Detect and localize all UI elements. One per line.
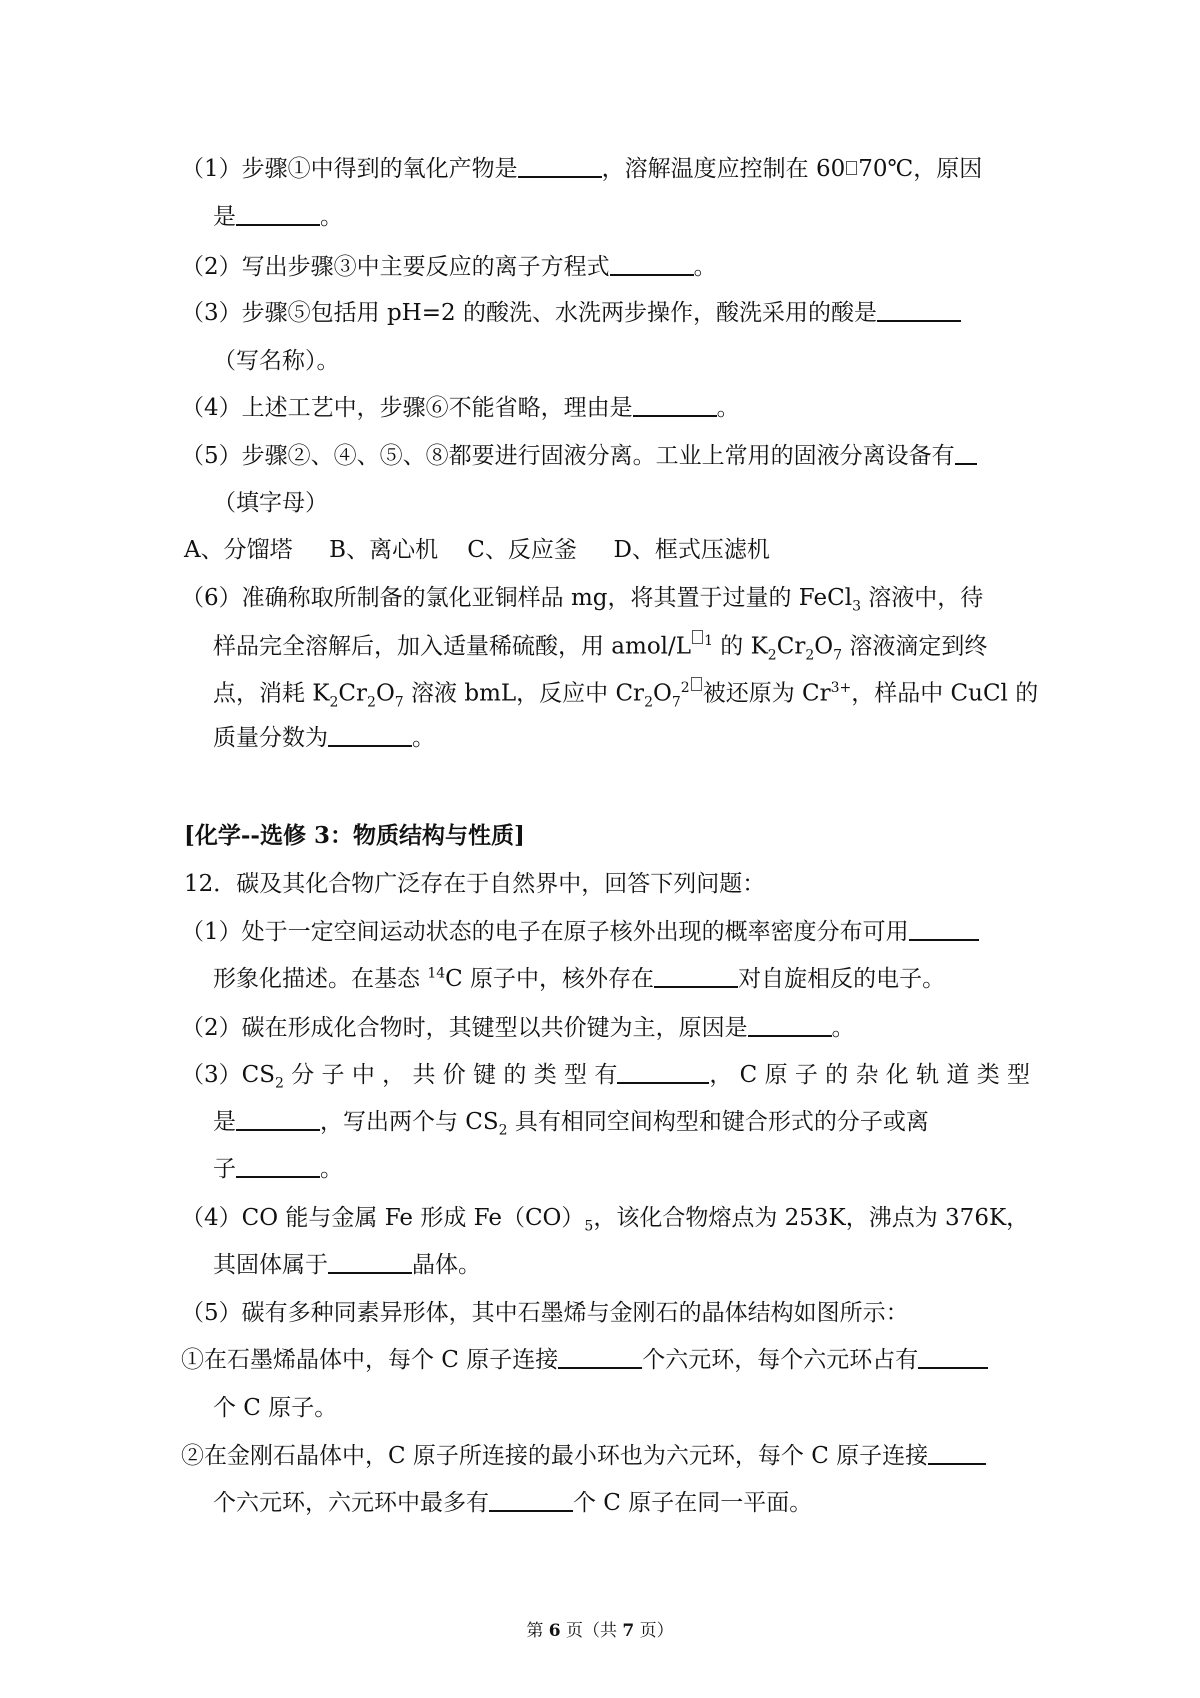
- q11-part5-line1: [181, 441, 977, 471]
- q11-part1-line1: [181, 154, 982, 184]
- missing-glyph-icon: [692, 630, 703, 644]
- missing-glyph-icon: [846, 161, 857, 175]
- text: （2）写出步骤③中主要反应的离子方程式: [181, 254, 610, 280]
- q12-sub1-line2: 个 C 原子。: [213, 1395, 338, 1421]
- answer-blank: [236, 204, 320, 226]
- q12-part3-line1: $(3)CS_2$ 分 子 中 ， 共 价 键 的 类 型 有 ， C 原 子 的 杂 化 轨 道 类 型: [181, 1062, 1031, 1092]
- answer-blank: [909, 919, 979, 941]
- text: 是: [213, 204, 236, 230]
- q11-part4: [181, 393, 740, 423]
- answer-blank: [518, 156, 602, 178]
- text: ，溶解温度应控制在 60: [601, 156, 846, 182]
- text: 。: [716, 395, 740, 421]
- q11-options: A、分馏塔 B、离心机 C、反应釜 D、框式压滤机: [184, 537, 770, 563]
- text: （写名称）。: [213, 348, 340, 374]
- text: （1）步骤①中得到的氧化产物是: [181, 156, 518, 182]
- text: （3）步骤⑤包括用 pH=2 的酸洗、水洗两步操作，酸洗采用的酸是: [181, 300, 877, 326]
- q12-part1-line1: （1）处于一定空间运动状态的电子在原子核外出现的概率密度分布可用: [181, 917, 979, 947]
- text: （4）上述工艺中，步骤⑥不能省略，理由是: [181, 395, 633, 421]
- q12-part1-line2: 形象化描述。在基态 $^{14}$C 原子中，核外存在 对自旋相反的电子。: [213, 965, 946, 992]
- page-footer: 第 6 页（共 7 页）: [526, 1621, 674, 1641]
- answer-blank: [877, 300, 961, 322]
- text: 。: [320, 204, 343, 230]
- answer-blank: [955, 443, 977, 465]
- answer-blank: [328, 725, 412, 747]
- answer-blank: [654, 966, 738, 988]
- q12-stem: 12．碳及其化合物广泛存在于自然界中，回答下列问题：: [184, 871, 766, 897]
- q12-part2: （2）碳在形成化合物时，其键型以共价键为主，原因是 。: [181, 1015, 855, 1041]
- answer-blank: [928, 1443, 986, 1465]
- answer-blank: [558, 1347, 642, 1369]
- answer-blank: [633, 395, 717, 417]
- answer-blank: [236, 1109, 320, 1131]
- q11-part2: [181, 252, 717, 282]
- q11-part5-line2: [213, 488, 328, 518]
- answer-blank: [617, 1062, 709, 1084]
- q12-part3-line2: 是 ，写出两个与 $CS_2$ 具有相同空间构型和键合形式的分子或离: [213, 1109, 929, 1139]
- answer-blank: [610, 254, 694, 276]
- answer-blank: [918, 1347, 988, 1369]
- answer-blank: [748, 1015, 832, 1037]
- q12-part4-line1: （4）CO 能与金属 Fe 形成 $Fe(CO)_5$，该化合物熔点为 253K，沸点为 376K，: [181, 1205, 1030, 1235]
- q12-part5: （5）碳有多种同素异形体，其中石墨烯与金刚石的晶体结构如图所示：: [181, 1300, 909, 1326]
- q11-part3-line1: [181, 298, 961, 328]
- q12-part4-line2: 其固体属于 晶体。: [213, 1252, 481, 1278]
- missing-glyph-icon: [691, 677, 702, 691]
- q11-part1-line2: [213, 202, 343, 232]
- q12-sub1-line1: ①在石墨烯晶体中，每个 C 原子连接 个六元环，每个六元环占有: [181, 1345, 988, 1375]
- text: 70℃，原因: [858, 156, 983, 182]
- q11-part6-line4: 质量分数为 。: [213, 725, 435, 751]
- q12-part3-line3: 子 。: [213, 1156, 343, 1182]
- answer-blank: [236, 1156, 320, 1178]
- answer-blank: [489, 1490, 573, 1512]
- text: （填字母）: [213, 490, 328, 516]
- q11-part6-line2: 样品完全溶解后，加入适量稀硫酸，用 amol/L $^1$ 的 $K_2Cr_2O_7$ 溶液滴定到终: [213, 630, 987, 662]
- q11-part3-line2: [213, 346, 340, 376]
- q12-sub2-line2: 个六元环，六元环中最多有 个 C 原子在同一平面。: [213, 1490, 813, 1516]
- section-title: [化学--选修 3：物质结构与性质]: [184, 822, 525, 849]
- q12-sub2-line1: ②在金刚石晶体中，C 原子所连接的最小环也为六元环，每个 C 原子连接: [181, 1441, 986, 1471]
- text: 。: [693, 254, 717, 280]
- q11-part6-line1: （6）准确称取所制备的氯化亚铜样品 mg，将其置于过量的 FeCl$_3$ 溶液中，待: [181, 585, 984, 615]
- q11-part6-line3: 点，消耗 $K_2Cr_2O_7$ 溶液 bmL，反应中 $Cr_2O_7^2$ 被还原为 $Cr^{3+}$，样品中 CuCl 的: [213, 677, 1038, 709]
- answer-blank: [328, 1252, 412, 1274]
- text: （5）步骤②、④、⑤、⑧都要进行固液分离。工业上常用的固液分离设备有: [181, 443, 955, 469]
